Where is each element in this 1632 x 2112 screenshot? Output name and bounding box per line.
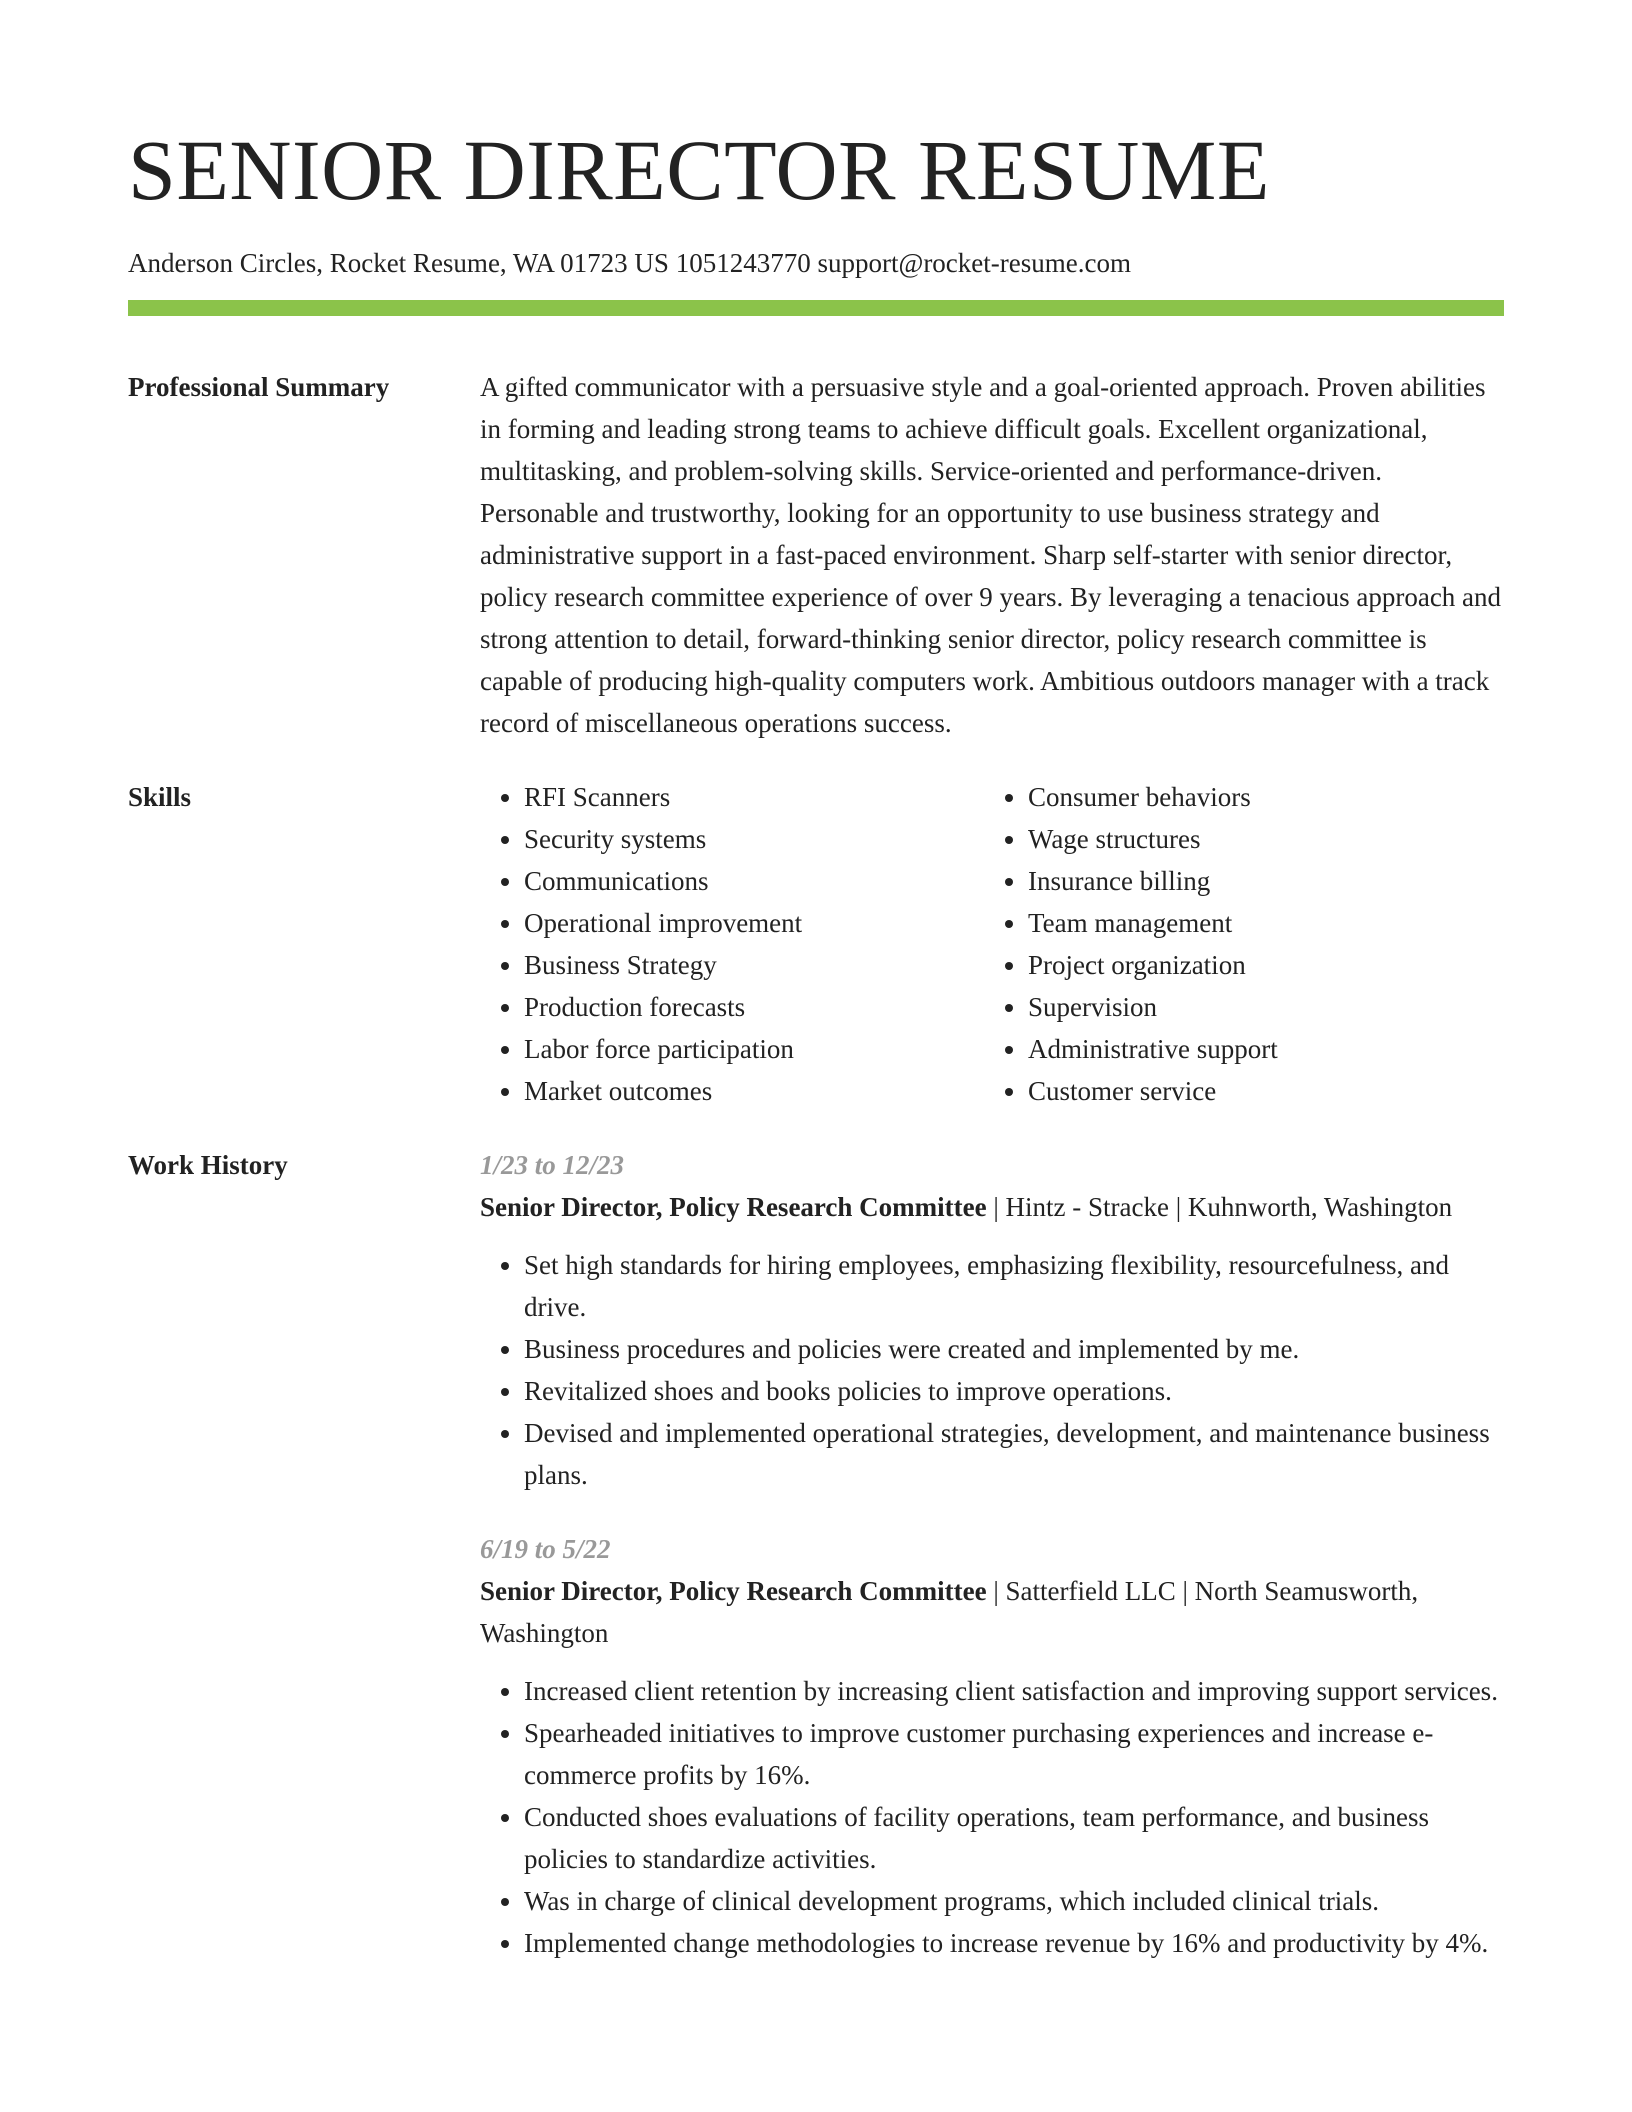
work-history-entries [480, 1144, 1504, 1996]
job-dates: 6/19 to 5/22 [480, 1534, 611, 1564]
job-bullet: • Increased client retention by increasing client satisfaction and improving support services. [524, 1670, 1504, 1712]
skills-section [128, 776, 1504, 1112]
job-bullet: • Set high standards for hiring employees, emphasizing flexibility, resourcefulness, and drive. [524, 1244, 1504, 1328]
skill-item: • Security systems [524, 818, 984, 860]
work-history-section [128, 1144, 1504, 1996]
skill-item: • Operational improvement [524, 902, 984, 944]
skill-item: • Production forecasts [524, 986, 984, 1028]
skill-item: • Wage structures [1028, 818, 1488, 860]
skills-columns [480, 776, 1504, 1112]
job-bullet: • Revitalized shoes and books policies to improve operations. [524, 1370, 1504, 1412]
job-title: Senior Director, Policy Research Committee [480, 1192, 987, 1222]
skill-item: • RFI Scanners [524, 776, 984, 818]
skill-item: • Supervision [1028, 986, 1488, 1028]
job-heading [480, 1570, 1504, 1654]
job-entry [480, 1528, 1504, 1964]
job-heading [480, 1186, 1504, 1228]
job-bullet: • Spearheaded initiatives to improve customer purchasing experiences and increase e-commerce profits by 16%. [524, 1712, 1504, 1796]
section-label-skills: Skills [128, 782, 192, 812]
skill-item: • Insurance billing [1028, 860, 1488, 902]
job-bullet: • Conducted shoes evaluations of facility operations, team performance, and business policies to standardize activities. [524, 1796, 1504, 1880]
skill-item: • Customer service [1028, 1070, 1488, 1112]
skill-item: • Communications [524, 860, 984, 902]
job-bullet-list [480, 1670, 1504, 1964]
job-bullet: • Was in charge of clinical development programs, which included clinical trials. [524, 1880, 1504, 1922]
job-entry [480, 1144, 1504, 1496]
job-employer-location: | Hintz - Stracke | Kuhnworth, Washington [986, 1192, 1453, 1222]
job-bullet: • Devised and implemented operational strategies, development, and maintenance business plans. [524, 1412, 1504, 1496]
resume-title: SENIOR DIRECTOR RESUME [128, 122, 1270, 218]
job-dates: 1/23 to 12/23 [480, 1150, 625, 1180]
job-bullet: • Business procedures and policies were created and implemented by me. [524, 1328, 1504, 1370]
skills-list-right [984, 776, 1488, 1112]
job-bullet-list [480, 1244, 1504, 1496]
skill-item: • Project organization [1028, 944, 1488, 986]
job-title: Senior Director, Policy Research Committee [480, 1576, 987, 1606]
skill-item: • Market outcomes [524, 1070, 984, 1112]
skill-item: • Consumer behaviors [1028, 776, 1488, 818]
summary-text: A gifted communicator with a persuasive style and a goal-oriented approach. Proven abilities in forming and leading strong teams to achieve difficult goals. Excellent organizational, multitasking, and problem-solving skills. Service-oriented and performance-driven. Personable and trustworthy, looking for an opportunity to use business strategy and administrative support in a fast-paced environment. Sharp self-starter with senior director, policy research committee experience of over 9 years. By leveraging a tenacious approach and strong attention to detail, forward-thinking senior director, policy research committee is capable of producing high-quality computers work. Ambitious outdoors manager with a track record of miscellaneous operations success. [480, 372, 1502, 738]
section-label-work-history: Work History [128, 1150, 288, 1180]
skills-list-left [480, 776, 984, 1112]
job-employer-location: | Satterfield LLC | North Seamusworth, Washington [480, 1576, 1419, 1648]
professional-summary-section [128, 366, 1504, 744]
skill-item: • Team management [1028, 902, 1488, 944]
skill-item: • Administrative support [1028, 1028, 1488, 1070]
skill-item: • Business Strategy [524, 944, 984, 986]
job-bullet: • Implemented change methodologies to increase revenue by 16% and productivity by 4%. [524, 1922, 1504, 1964]
accent-divider [128, 300, 1504, 316]
section-label-professional-summary: Professional Summary [128, 372, 390, 402]
skill-item: • Labor force participation [524, 1028, 984, 1070]
contact-line: Anderson Circles, Rocket Resume, WA 01723 US 1051243770 support@rocket-resume.com [128, 248, 1131, 278]
resume-page [128, 0, 1504, 1996]
